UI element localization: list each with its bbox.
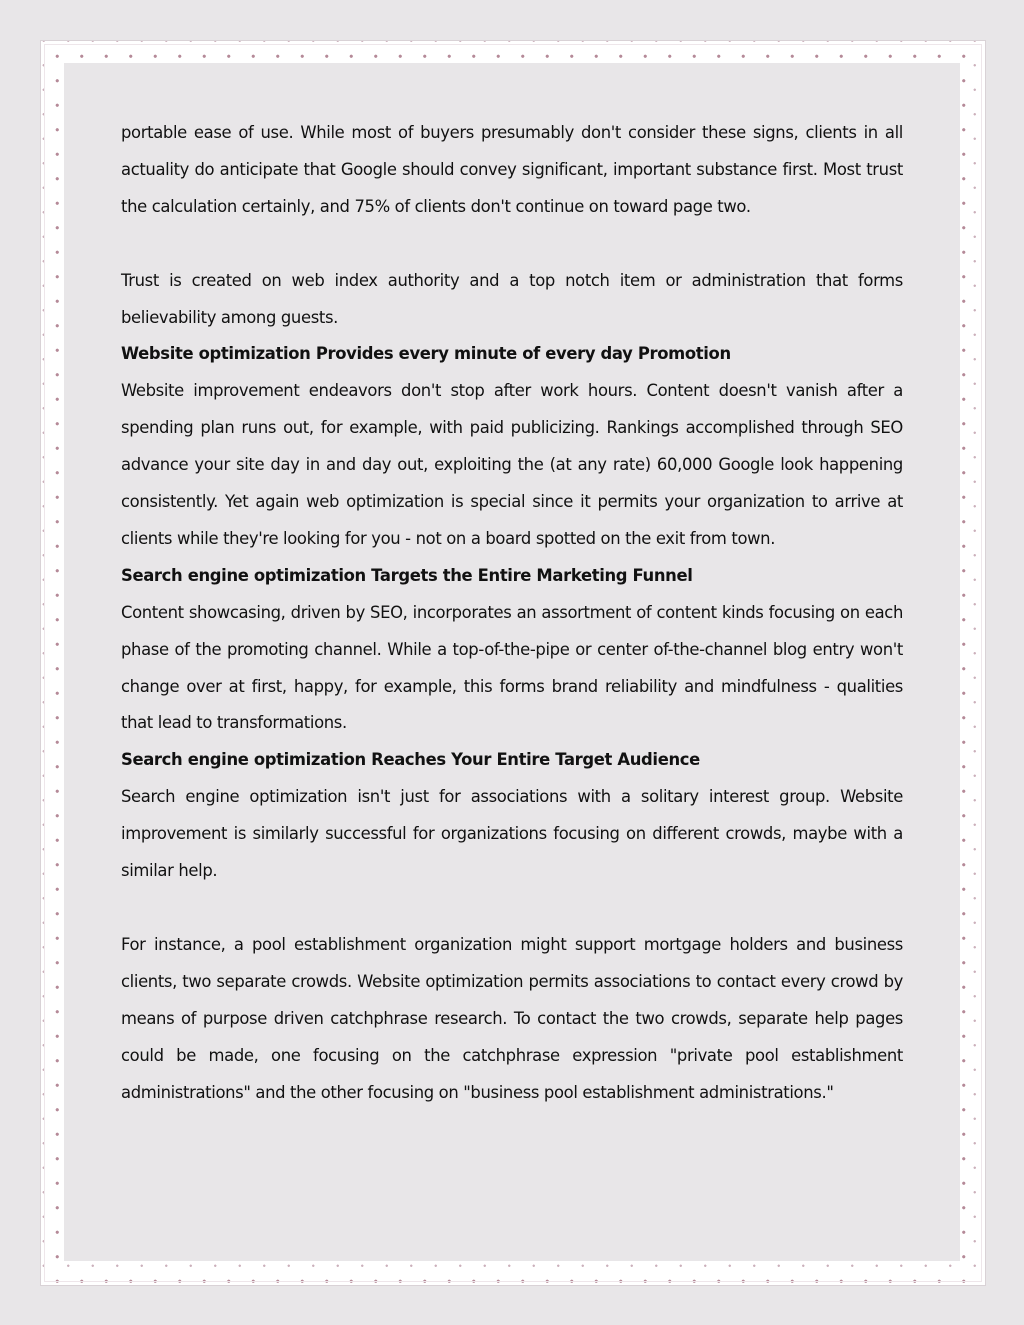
paragraph-promotion: Website improvement endeavors don't stop after work hours. Content doesn't vanish after a spending plan runs out, for example, with paid publicizing. Rankings accomplished through SEO advance your site day in and day out, exploiting the (at any rate) 60,000 Google look happening consistently. Yet again web optimization is special since it permits your organization to arrive at clients while they're looking for you - not on a board spotted on the exit from town.: [121, 381, 903, 548]
heading-promotion: Website optimization Provides every minute of every day Promotion: [121, 344, 731, 364]
document-body: [121, 115, 903, 1111]
paragraph-spacer: [121, 890, 903, 927]
paragraph-spacer: [121, 226, 903, 263]
paragraph-search-expectations: portable ease of use. While most of buyers presumably don't consider these signs, clients in all actuality do anticipate that Google should convey significant, important substance first. Most trust the calculation certainly, and 75% of clients don't continue on toward page two.: [121, 123, 903, 216]
heading-target-audience: Search engine optimization Reaches Your Entire Target Audience: [121, 750, 700, 770]
paragraph-trust: Trust is created on web index authority and a top notch item or administration that forms believability among guests.: [121, 270, 903, 327]
paragraph-marketing-funnel: Content showcasing, driven by SEO, incorporates an assortment of content kinds focusing on each phase of the promoting channel. While a top-of-the-pipe or center of-the-channel blog entry won't change over at first, happy, for example, this forms brand reliability and mindfulness - qualities that lead to transformations.: [121, 602, 903, 733]
paragraph-target-audience: Search engine optimization isn't just for associations with a solitary interest group. Website improvement is similarly successful for organizations focusing on different crowds, maybe with a similar help.: [121, 787, 903, 881]
paragraph-pool-example: For instance, a pool establishment organization might support mortgage holders and business clients, two separate crowds. Website optimization permits associations to contact every crowd by means of purpose driven catchphrase research. To contact the two crowds, separate help pages could be made, one focusing on the catchphrase expression "private pool establishment administrations" and the other focusing on "business pool establishment administrations.": [121, 934, 903, 1102]
heading-marketing-funnel: Search engine optimization Targets the Entire Marketing Funnel: [121, 565, 693, 585]
